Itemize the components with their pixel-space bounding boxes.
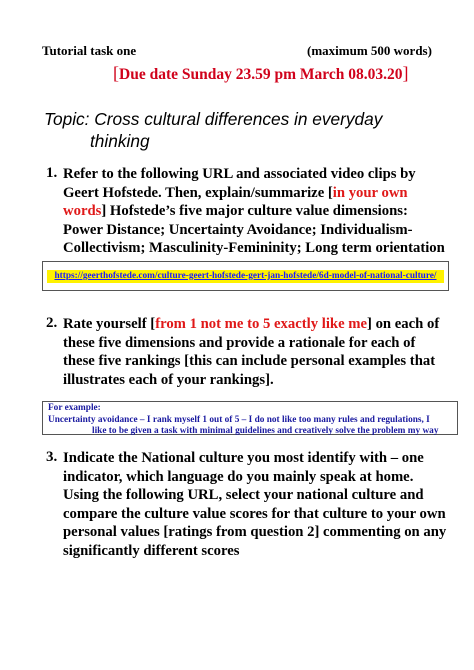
item-number-3: 3. xyxy=(46,449,58,465)
text-segment: Collectivism; Masculinity-Femininity; Long term orientation xyxy=(63,240,445,256)
item-1-line-4 xyxy=(63,221,463,240)
header-task-title: Tutorial task one xyxy=(42,43,137,58)
example-box xyxy=(42,401,458,435)
text-segment: these five rankings [this can include personal examples that xyxy=(63,353,436,369)
item-2-line-4 xyxy=(63,371,463,390)
item-text-3 xyxy=(63,449,463,560)
text-segment: these five dimensions and provide a rationale for each of xyxy=(63,334,416,351)
item-1-line-5 xyxy=(63,239,463,258)
due-date-text: Due date Sunday 23.59 pm March 08.03.20 xyxy=(119,66,403,83)
item-number-1: 1. xyxy=(46,165,58,181)
topic-line-1: Topic: Cross cultural differences in everyday xyxy=(44,109,383,129)
example-line-1: Uncertainty avoidance – I rank myself 1 out of 5 – I do not like too many rules and regulations, I xyxy=(48,414,430,425)
item-3-line-1: Indicate the National culture you most identify with – one xyxy=(63,450,424,466)
url-box xyxy=(42,261,449,291)
item-3-line-2: indicator, which language do you mainly speak at home. xyxy=(63,468,414,485)
header-word-limit: (maximum 500 words) xyxy=(307,43,432,58)
hofstede-url-link[interactable]: https://geerthofstede.com/culture-geert-hofstede-gert-jan-hofstede/6d-model-of-national-culture/ xyxy=(47,270,444,283)
item-3-line-5: personal values [ratings from question 2] commenting on any xyxy=(63,524,447,540)
item-2-line-1 xyxy=(63,315,463,334)
item-1-line-3 xyxy=(63,202,463,221)
item-number-2: 2. xyxy=(46,315,58,331)
due-date xyxy=(113,63,408,84)
emphasis-text: from 1 not me to 5 exactly like me xyxy=(155,316,368,332)
text-segment: ] Hofstede’s five major culture value dimensions: xyxy=(101,203,408,219)
text-segment: ] on each of xyxy=(367,316,440,332)
item-3-line-3: Using the following URL, select your national culture and xyxy=(63,487,424,503)
topic-line-2: thinking xyxy=(90,131,150,151)
text-segment: Refer to the following URL and associated video clips by xyxy=(63,166,416,182)
item-1-line-1 xyxy=(63,165,463,184)
topic-heading xyxy=(44,108,424,152)
item-1-line-2 xyxy=(63,184,463,203)
example-heading: For example: xyxy=(48,403,101,413)
example-line-2: like to be given a task with minimal guidelines and creatively solve the problem my way xyxy=(92,426,439,436)
text-segment: illustrates each of your rankings]. xyxy=(63,371,274,388)
item-2-line-2 xyxy=(63,334,463,353)
text-segment: Geert Hofstede. Then, explain/summarize [ xyxy=(63,184,333,201)
due-open-bracket: [ xyxy=(113,63,119,83)
text-segment: Rate yourself [ xyxy=(63,316,156,332)
emphasis-text: words xyxy=(63,203,102,219)
item-3-line-6: significantly different scores xyxy=(63,542,240,559)
item-3-line-4: compare the culture value scores for that culture to your own xyxy=(63,505,446,522)
emphasis-text: in your own xyxy=(332,184,408,201)
item-2-line-3 xyxy=(63,352,463,371)
due-close-bracket: ] xyxy=(402,63,409,83)
item-text-1 xyxy=(63,165,463,258)
text-segment: Power Distance; Uncertainty Avoidance; Individualism- xyxy=(63,221,413,238)
item-text-2 xyxy=(63,315,463,389)
